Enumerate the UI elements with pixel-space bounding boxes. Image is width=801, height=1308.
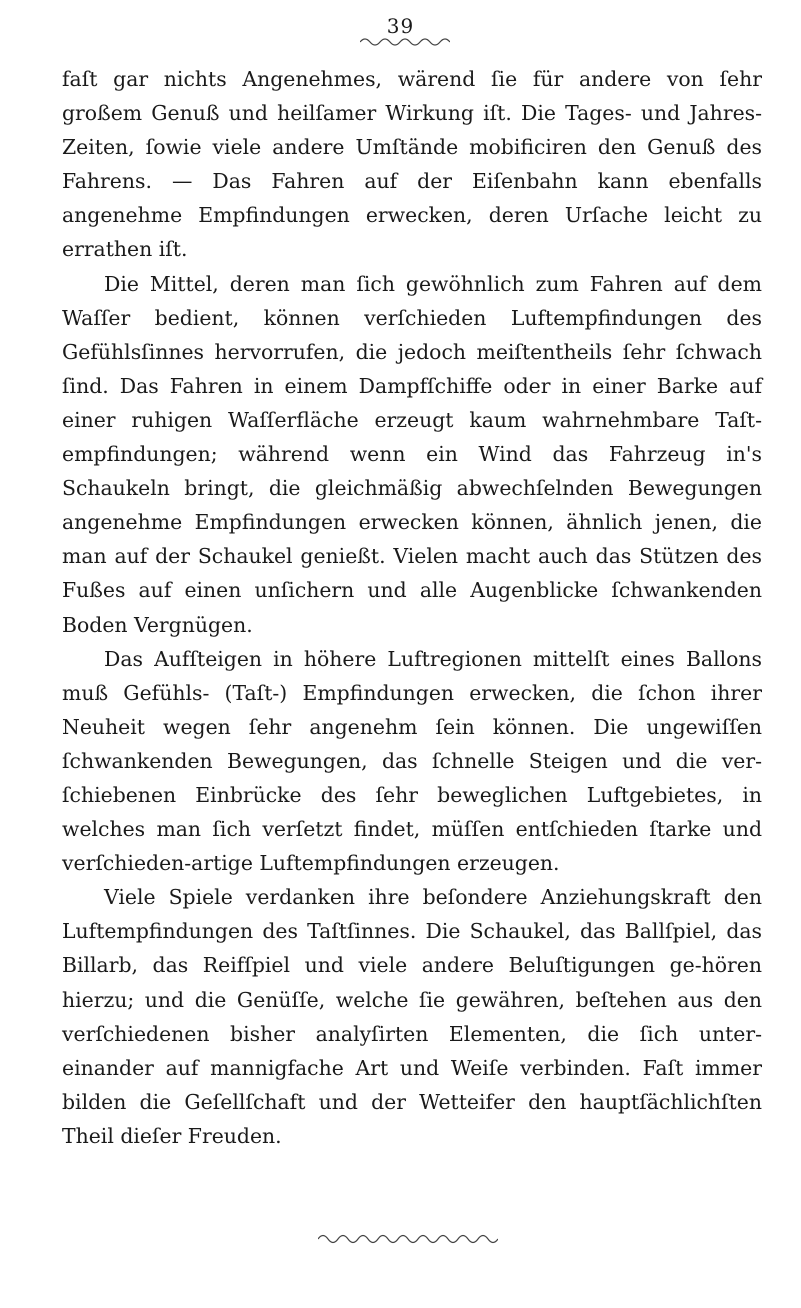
paragraph: Die Mittel, deren man ſich gewöhnlich zum Fahren auf dem Waſſer bedient, können verſchieden Luftempfindungen des Gefühlsſinnes hervorrufen, die jedoch meiſtentheils ſehr ſchwach ſind. Das Fahren in einem Dampfſchiffe oder in einer Barke auf einer ruhigen Waſſerfläche erzeugt kaum wahrnehmbare Taſt-empfindungen; während wenn ein Wind das Fahrzeug in's Schaukeln bringt, die gleichmäßig abwechſelnden Bewegungen angenehme Empfindungen erwecken können, ähnlich jenen, die man auf der Schaukel genießt. Vielen macht auch das Stützen des Fußes auf einen unſichern und alle Augenblicke ſchwankenden Boden Vergnügen. [62,271,762,637]
wavy-rule-ornament-top [360,36,450,48]
wavy-rule-ornament-bottom [318,1232,498,1246]
paragraph: Viele Spiele verdanken ihre beſondere Anziehungskraft den Luftempfindungen des Taſtſinnes. Die Schaukel, das Ballſpiel, das Billarb, das Reifſpiel und viele andere Beluſtigungen ge-hören hierzu; und die Genüſſe, welche ſie gewähren, beſtehen aus den verſchiedenen bisher analyſirten Elementen, die ſich unter-einander auf mannigfache Art und Weiſe verbinden. Faſt immer bilden die Geſellſchaft und der Wetteifer den hauptſächlichſten Theil dieſer Freuden. [62,885,762,1148]
paragraph: Das Aufſteigen in höhere Luftregionen mittelſt eines Ballons muß Gefühls- (Taſt-) Empfindungen erwecken, die ſchon ihrer Neuheit wegen ſehr angenehm ſein können. Die ungewiſſen ſchwankenden Bewegungen, das ſchnelle Steigen und die ver-ſchiebenen Einbrücke des ſehr beweglichen Luftgebietes, in welches man ſich verſetzt findet, müſſen entſchieden ſtarke und verſchieden-artige Luftempfindungen erzeugen. [62,646,762,876]
page-number: 39 [386,14,415,38]
body-text [62,62,762,1153]
paragraph: faſt gar nichts Angenehmes, wärend ſie für andere von ſehr großem Genuß und heilſamer Wirkung iſt. Die Tages- und Jahres-Zeiten, ſowie viele andere Umſtände mobificiren den Genuß des Fahrens. — Das Fahren auf der Eiſenbahn kann ebenfalls angenehme Empfindungen erwecken, deren Urſache leicht zu errathen iſt. [62,67,762,262]
